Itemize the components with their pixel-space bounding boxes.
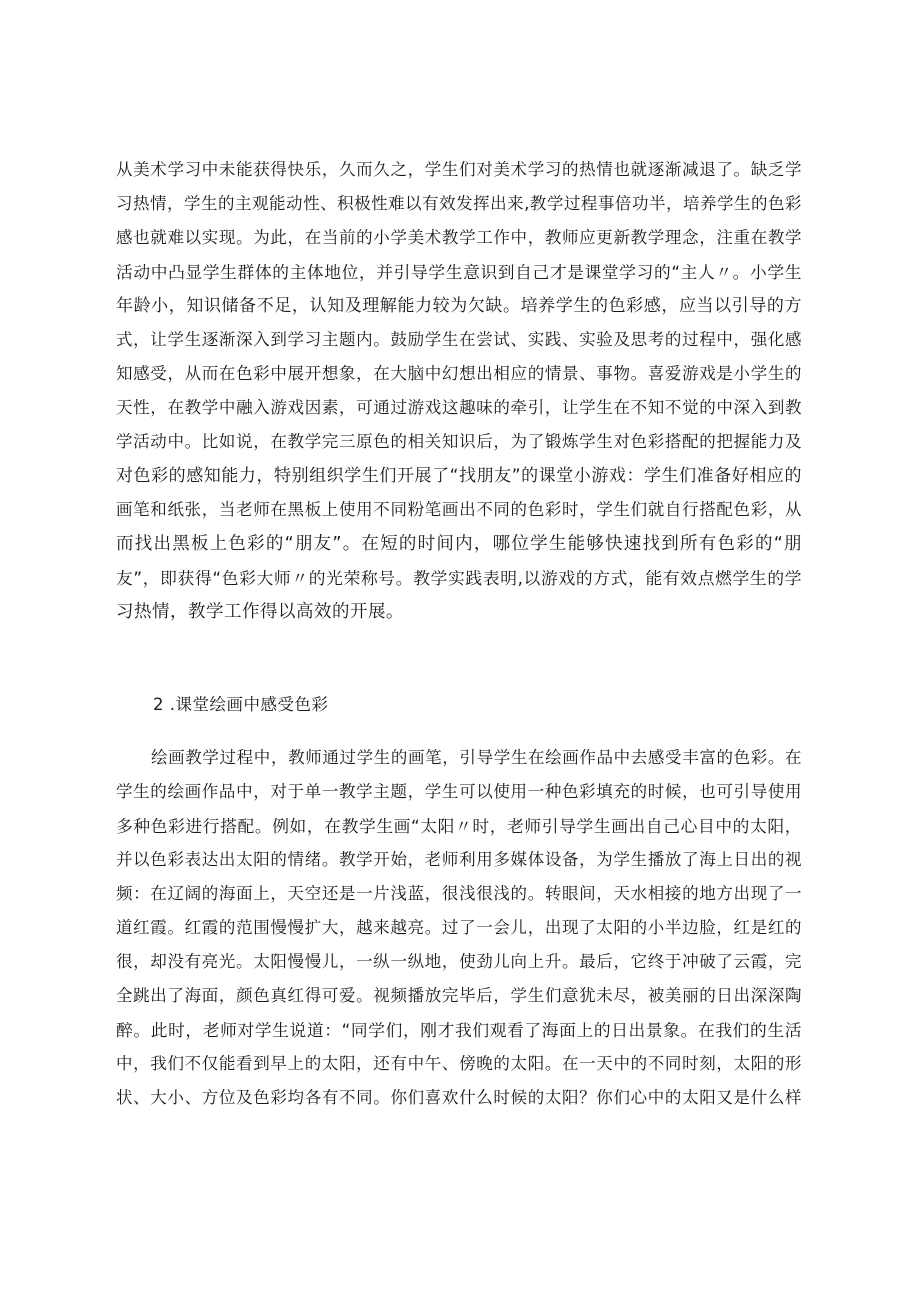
paragraph-line: 全跳出了海面，颜色真红得可爱。视频播放完毕后，学生们意犹未尽，被美丽的日出深深陶 xyxy=(116,986,802,1005)
paragraph-line: 道红霞。红霞的范围慢慢扩大，越来越亮。过了一会儿，出现了太阳的小半边脸，红是红的 xyxy=(116,918,802,937)
paragraph-line: 从美术学习中未能获得快乐，久而久之，学生们对美术学习的热情也就逐渐减退了。缺乏学 xyxy=(116,160,802,179)
paragraph-line: 对色彩的感知能力，特别组织学生们开展了“找朋友”的课堂小游戏：学生们准备好相应的 xyxy=(116,466,802,486)
paragraph-line: 绘画教学过程中，教师通过学生的画笔，引导学生在绘画作品中去感受丰富的色彩。在 xyxy=(151,748,802,767)
paragraph-line: 知感受，从而在色彩中展开想象，在大脑中幻想出相应的情景、事物。喜爱游戏是小学生的 xyxy=(116,364,802,383)
paragraph-line: 并以色彩表达出太阳的情绪。教学开始，老师利用多媒体设备，为学生播放了海上日出的视 xyxy=(116,850,802,869)
paragraph-line: 习热情，教学工作得以高效的开展。 xyxy=(116,602,404,622)
paragraph-line: 活动中凸显学生群体的主体地位，并引导学生意识到自己才是课堂学习的“主人〃。小学生 xyxy=(116,262,802,282)
paragraph-line: 感也就难以实现。为此，在当前的小学美术教学工作中，教师应更新教学理念，注重在教学 xyxy=(116,228,802,247)
paragraph-line: 习热情，学生的主观能动性、积极性难以有效发挥出来,教学过程事倍功半，培养学生的色彩 xyxy=(116,194,802,213)
paragraph-line: 状、大小、方位及色彩均各有不同。你们喜欢什么时候的太阳？你们心中的太阳又是什么样 xyxy=(116,1088,802,1107)
paragraph-line: 学活动中。比如说，在教学完三原色的相关知识后，为了锻炼学生对色彩搭配的把握能力及 xyxy=(116,432,802,451)
section-heading: 2 .课堂绘画中感受色彩 xyxy=(153,695,329,714)
paragraph-line: 式，让学生逐渐深入到学习主题内。鼓励学生在尝试、实践、实验及思考的过程中，强化感 xyxy=(116,330,802,349)
paragraph-line: 很，却没有亮光。太阳慢慢儿，一纵一纵地，使劲儿向上升。最后，它终于冲破了云霞，完 xyxy=(116,952,802,971)
paragraph-line: 频：在辽阔的海面上，天空还是一片浅蓝，很浅很浅的。转眼间，天水相接的地方出现了一 xyxy=(116,884,802,903)
paragraph-line: 醉。此时，老师对学生说道：“同学们，刚才我们观看了海面上的日出景象。在我们的生活 xyxy=(116,1020,802,1040)
paragraph-line: 中，我们不仅能看到早上的太阳，还有中午、傍晚的太阳。在一天中的不同时刻，太阳的形 xyxy=(116,1054,802,1073)
paragraph-line: 学生的绘画作品中，对于单一教学主题，学生可以使用一种色彩填充的时候，也可引导使用 xyxy=(116,782,802,801)
paragraph-line: 年龄小，知识储备不足，认知及理解能力较为欠缺。培养学生的色彩感，应当以引导的方 xyxy=(116,296,802,316)
paragraph-2 xyxy=(116,741,802,1115)
paragraph-line: 而找出黑板上色彩的“朋友”。在短的时间内，哪位学生能够快速找到所有色彩的“朋 xyxy=(116,534,802,554)
paragraph-line: 天性，在教学中融入游戏因素，可通过游戏这趣味的牵引，让学生在不知不觉的中深入到教 xyxy=(116,398,802,417)
paragraph-1 xyxy=(116,153,802,629)
paragraph-line: 多种色彩进行搭配。例如，在教学生画“太阳〃时，老师引导学生画出自己心目中的太阳， xyxy=(116,816,802,836)
paragraph-line: 友”，即获得“色彩大师〃的光荣称号。教学实践表明,以游戏的方式，能有效点燃学生的学 xyxy=(116,568,802,588)
paragraph-line: 画笔和纸张，当老师在黑板上使用不同粉笔画出不同的色彩时，学生们就自行搭配色彩，从 xyxy=(116,500,802,519)
